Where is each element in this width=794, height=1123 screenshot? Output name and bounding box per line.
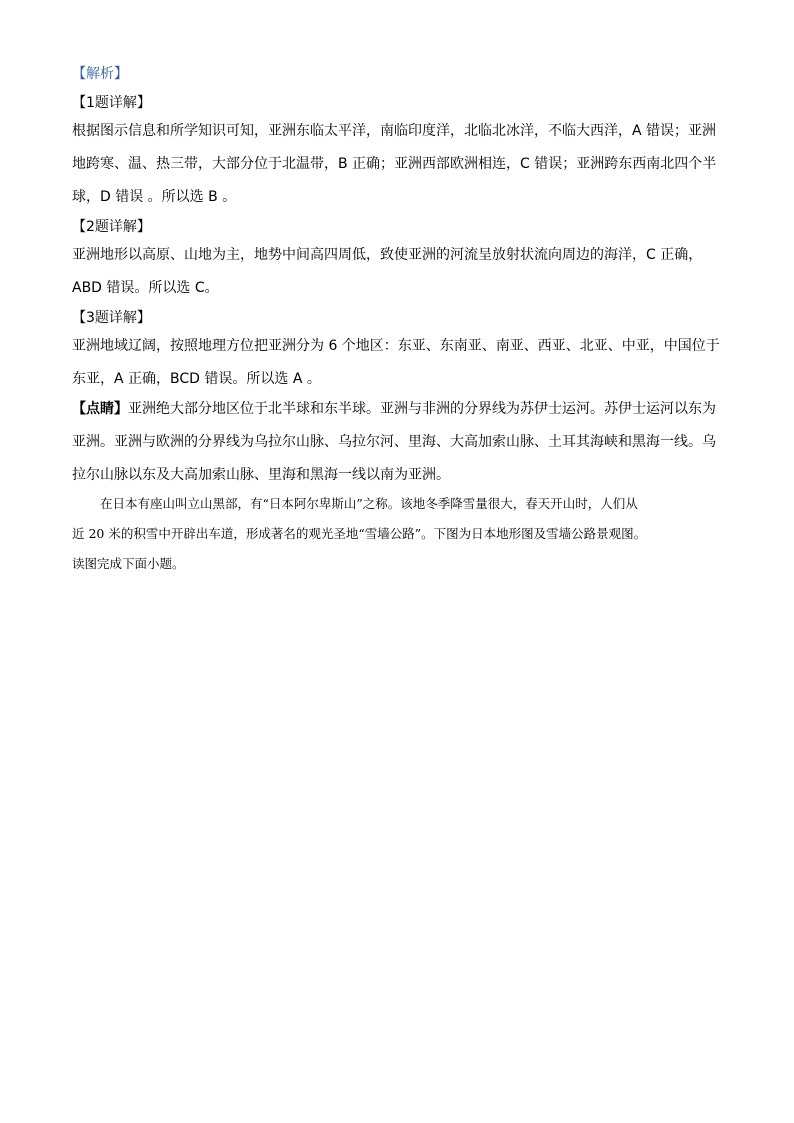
q3-paragraph [72,336,722,389]
analysis-heading: 【解析】 [72,66,128,82]
q1-heading: 【1题详解】 [72,95,151,111]
intro-paragraph [72,495,722,573]
intro-line-3: 读图完成下面小题。 [72,556,185,571]
point-paragraph [72,399,722,485]
q1-line-1: 根据图示信息和所学知识可知，亚洲东临太平洋，南临印度洋，北临北冰洋，不临大西洋，A 错误；亚洲 [72,123,717,139]
q2-line-2: ABD 错误。所以选 C。 [72,280,219,296]
point-line-1-text: 亚洲绝大部分地区位于北半球和东半球。亚洲与非洲的分界线为苏伊士运河。苏伊士运河以东为 [128,401,716,417]
q3-line-2: 东亚，A 正确，BCD 错误。所以选 A 。 [72,371,321,387]
point-line-2: 亚洲。亚洲与欧洲的分界线为乌拉尔山脉、乌拉尔河、里海、大高加索山脉、土耳其海峡和黑海一线。乌 [72,434,716,450]
q2-heading: 【2题详解】 [72,219,151,235]
intro-line-2: 近 20 米的积雪中开辟出车道，形成著名的观光圣地“雪墙公路”。下图为日本地形图及雪墙公路景观图。 [72,526,647,541]
q2-line-1: 亚洲地形以高原、山地为主，地势中间高四周低，致使亚洲的河流呈放射状流向周边的海洋，C 正确， [72,247,703,263]
point-label: 【点睛】 [72,401,128,417]
q2-paragraph [72,245,722,298]
point-line-1 [72,399,722,419]
q3-heading: 【3题详解】 [72,310,151,326]
q1-line-3: 球，D 错误 。所以选 B 。 [72,189,237,205]
q1-paragraph [72,121,722,207]
document-content [72,64,722,585]
intro-line-1: 在日本有座山叫立山黑部，有“日本阿尔卑斯山”之称。该地冬季降雪量很大，春天开山时，人们从 [100,496,638,511]
point-line-3: 拉尔山脉以东及大高加索山脉、里海和黑海一线以南为亚洲。 [72,467,450,483]
q3-line-1: 亚洲地域辽阔，按照地理方位把亚洲分为 6 个地区：东亚、东南亚、南亚、西亚、北亚、中亚，中国位于 [72,338,720,354]
q1-line-2: 地跨寒、温、热三带，大部分位于北温带，B 正确；亚洲西部欧洲相连，C 错误；亚洲跨东西南北四个半 [72,156,717,172]
